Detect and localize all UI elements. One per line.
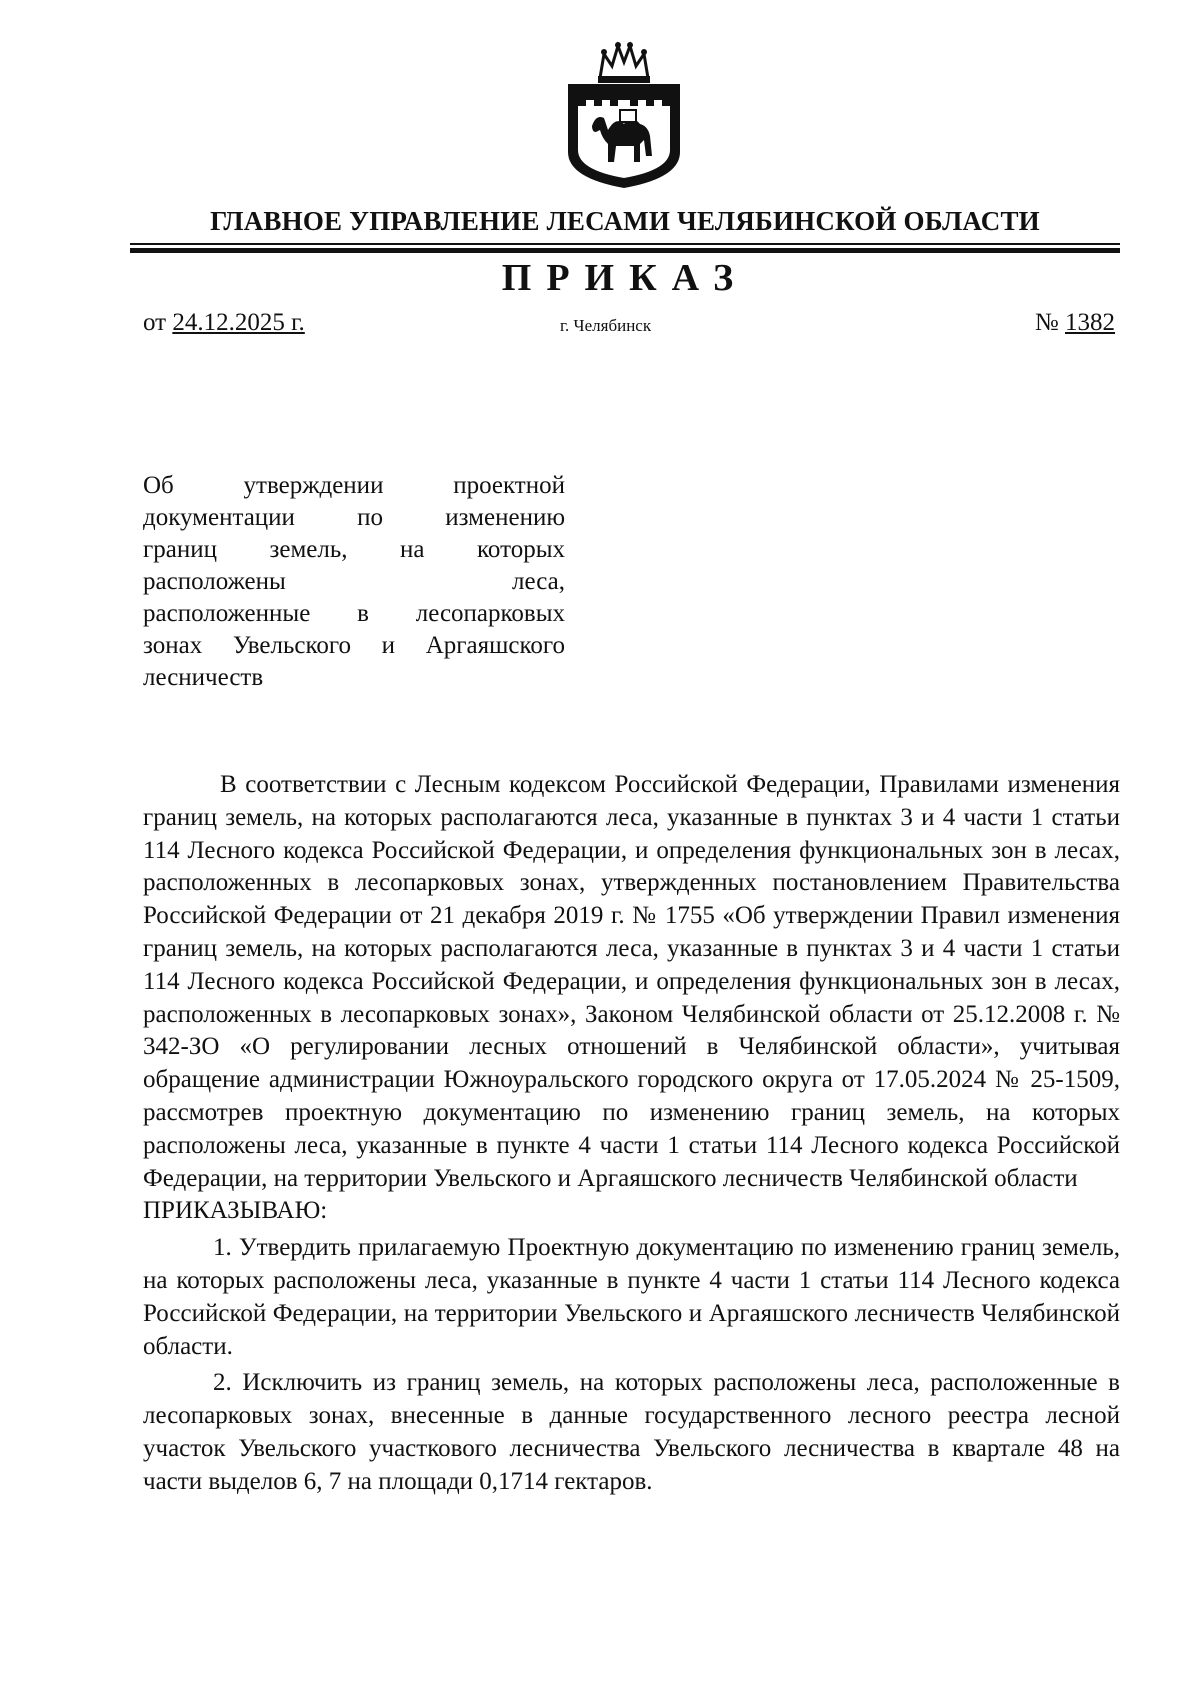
date-prefix: от	[143, 309, 167, 336]
organization-name: ГЛАВНОЕ УПРАВЛЕНИЕ ЛЕСАМИ ЧЕЛЯБИНСКОЙ ОБЛАСТИ	[210, 206, 1040, 236]
city-name: г. Челябинск	[560, 316, 652, 335]
number-prefix: №	[1034, 309, 1059, 336]
header-rule-thin	[130, 243, 1120, 245]
date-value: 24.12.2025 г.	[172, 309, 305, 336]
order-directive: ПРИКАЗЫВАЮ:	[143, 1197, 328, 1225]
order-body	[143, 769, 1120, 1499]
subject-line: расположены леса,	[143, 568, 565, 595]
coat-of-arms-emblem	[562, 40, 686, 190]
crown-icon	[598, 42, 650, 83]
order-date	[143, 309, 305, 337]
subject-line: лесничеств	[143, 664, 264, 691]
order-subject	[143, 470, 565, 694]
subject-line: Об утверждении проектной	[143, 472, 565, 499]
order-item: 2. Исключить из границ земель, на которых расположены леса, расположенные в лесопарковых зонах, внесенные в данные государственного лесного реестра лесной участок Увельского участкового лесничества Увельского лесничества в квартале 48 на части выделов 6, 7 на площади 0,1714 гектаров.	[143, 1369, 1120, 1495]
subject-line: границ земель, на которых	[143, 536, 565, 563]
header-rule-thick	[130, 248, 1120, 253]
preamble-paragraph: В соответствии с Лесным кодексом Российской Федерации, Правилами изменения границ земель, на которых располагаются леса, указанные в пунктах 3 и 4 части 1 статьи 114 Лесного кодекса Российской Федерации, и определения функциональных зон в лесах, расположенных в лесопарковых зонах, утвержденных постановлением Правительства Российской Федерации от 21 декабря 2019 г. № 1755 «Об утверждении Правил изменения границ земель, на которых располагаются леса, указанные в пунктах 3 и 4 части 1 статьи 114 Лесного кодекса Российской Федерации, и определения функциональных зон в лесах, расположенных в лесопарковых зонах», Законом Челябинской области от 25.12.2008 г. № 342-ЗО «О регулировании лесных отношений в Челябинской области», учитывая обращение администрации Южноуральского городского округа от 17.05.2024 № 25-1509, рассмотрев проектную документацию по изменению границ земель, на которых расположены леса, указанные в пункте 4 части 1 статьи 114 Лесного кодекса Российской Федерации, на территории Увельского и Аргаяшского лесничеств Челябинской области	[143, 771, 1120, 1192]
subject-line: расположенные в лесопарковых	[143, 600, 565, 627]
order-item: 1. Утвердить прилагаемую Проектную документацию по изменению границ земель, на которых расположены леса, указанные в пункте 4 части 1 статьи 114 Лесного кодекса Российской Федерации, на территории Увельского и Аргаяшского лесничеств Челябинской области.	[143, 1234, 1120, 1360]
number-value: 1382	[1065, 309, 1115, 336]
subject-line: зонах Увельского и Аргаяшского	[143, 632, 565, 659]
subject-line: документации по изменению	[143, 504, 565, 531]
document-type-title: ПРИКАЗ	[501, 257, 749, 299]
order-number	[1035, 309, 1115, 337]
